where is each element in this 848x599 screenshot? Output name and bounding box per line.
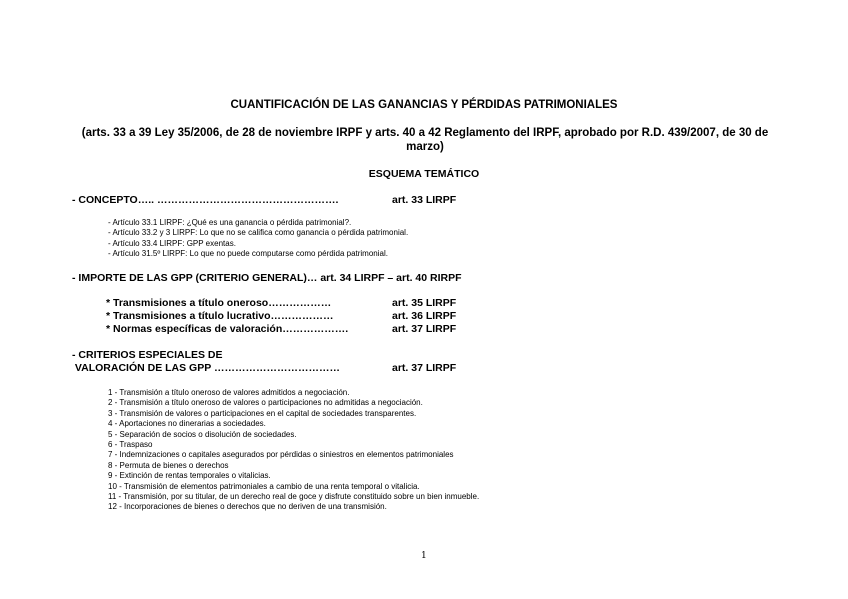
list-item: 9 - Extinción de rentas temporales o vitalicias. (108, 471, 271, 481)
list-item: 8 - Permuta de bienes o derechos (108, 460, 229, 470)
criterios-label-line1: - CRITERIOS ESPECIALES DE (72, 349, 223, 361)
list-item: - Artículo 33.4 LIRPF: GPP exentas. (108, 238, 236, 248)
list-item: - Artículo 33.1 LIRPF: ¿Qué es una ganancia o pérdida patrimonial?. (108, 218, 352, 227)
list-item: 5 - Separación de socios o disolución de sociedades. (108, 429, 297, 439)
page-title: CUANTIFICACIÓN DE LAS GANANCIAS Y PÉRDIDAS PATRIMONIALES (230, 99, 618, 111)
scheme-heading: ESQUEMA TEMÁTICO (368, 168, 480, 180)
list-item: 11 - Transmisión, por su titular, de un derecho real de goce y disfrute constituido sobre un bien inmueble. (108, 492, 480, 502)
list-item: - Artículo 31.5º LIRPF: Lo que no puede computarse como pérdida patrimonial. (108, 248, 388, 258)
importe-item-ref: art. 37 LIRPF (392, 323, 457, 335)
list-item: - Artículo 33.2 y 3 LIRPF: Lo que no se califica como ganancia o pérdida patrimonial. (108, 228, 409, 238)
importe-item-label: * Transmisiones a título lucrativo……………… (106, 310, 334, 322)
list-item: 3 - Transmisión de valores o participaciones en el capital de sociedades transparentes. (108, 408, 417, 418)
list-item: 1 - Transmisión a título oneroso de valores admitidos a negociación. (108, 388, 350, 397)
importe-item-label: * Normas específicas de valoración………………. (106, 323, 349, 335)
criterios-list (108, 388, 479, 513)
importe-item-ref: art. 36 LIRPF (392, 310, 457, 322)
importe-label: - IMPORTE DE LAS GPP (CRITERIO GENERAL)… art. 34 LIRPF – art. 40 RIRPF (72, 272, 462, 284)
criterios-ref: art. 37 LIRPF (392, 362, 457, 374)
concepto-ref: art. 33 LIRPF (392, 194, 457, 206)
list-item: 7 - Indemnizaciones o capitales asegurados por pérdidas o siniestros en elementos patrimoniales (108, 450, 454, 460)
list-item: 2 - Transmisión a título oneroso de valores o participaciones no admitidas a negociación. (108, 398, 423, 408)
page-subtitle: (arts. 33 a 39 Ley 35/2006, de 28 de noviembre IRPF y arts. 40 a 42 Reglamento del IRPF, aprobado por R.D. 439/2007, de 30 de marzo) (81, 127, 769, 153)
list-item: 10 - Transmisión de elementos patrimoniales a cambio de una renta temporal o vitalicia. (108, 481, 420, 491)
concepto-label: - CONCEPTO….. ……………………………………………. (72, 194, 339, 206)
importe-item-label: * Transmisiones a título oneroso……………… (106, 297, 332, 309)
list-item: 6 - Traspaso (108, 440, 153, 450)
list-item: 4 - Aportaciones no dinerarias a sociedades. (108, 419, 266, 429)
page-number: 1 (421, 551, 427, 561)
importe-item-ref: art. 35 LIRPF (392, 297, 457, 309)
criterios-label-line2: VALORACIÓN DE LAS GPP ……………………………… (72, 362, 340, 374)
concepto-list (108, 218, 408, 259)
list-item: 12 - Incorporaciones de bienes o derechos que no deriven de una transmisión. (108, 502, 387, 512)
